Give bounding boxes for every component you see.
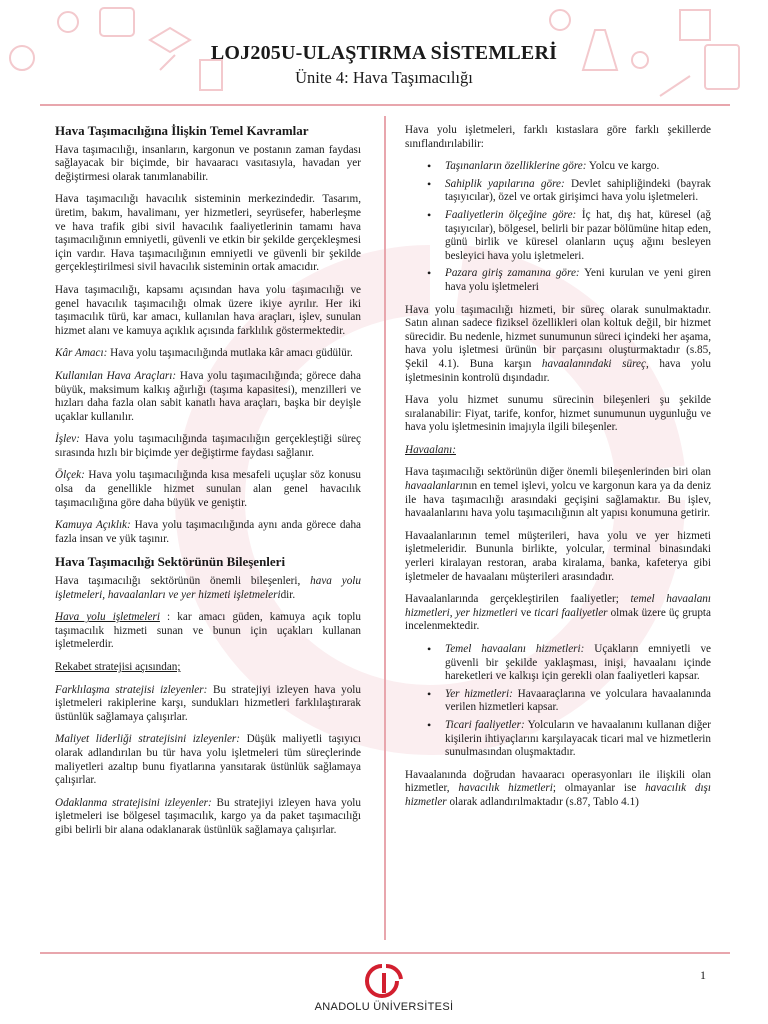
term: İşlev: <box>55 433 80 446</box>
right-column <box>405 124 711 819</box>
paragraph: Maliyet liderliği stratejisini izleyenler: Düşük maliyetli taşıyıcı olarak adlandırılan bu tür hava yolu işletmeleri tüm süreçlerinde maliyetleri azaltıp bunu fiyatlarına yansıtarak üstünlük sağlamaya çalışırlar. <box>55 733 361 787</box>
airport-activities-list <box>405 643 711 760</box>
list-item: • Ticari faaliyetler: Yolcuların ve havaalanını kullanan diğer kişilerin ihtiyaçlarını karşılayacak ticari mal ve hizmetlerin sunulmasından oluşmaktadır. <box>445 719 711 760</box>
top-rule <box>40 104 730 106</box>
list-item: • Pazara giriş zamanına göre: Yeni kurulan ve yeni giren hava yolu işletmeleri <box>445 267 711 294</box>
term: Odaklanma stratejisini izleyenler: <box>55 796 212 809</box>
column-separator <box>384 116 386 940</box>
section-heading: Hava Taşımacılığı Sektörünün Bileşenleri <box>55 554 286 570</box>
list-item: • Yer hizmetleri: Havaaraçlarına ve yolculara havaalanında verilen hizmetleri kapsar. <box>445 688 711 715</box>
term: Kamuya Açıklık: <box>55 519 131 532</box>
paragraph: Hava taşımacılığı havacılık sisteminin merkezindedir. Tasarım, üretim, bakım, havalimanı, yer hizmetleri, seyrüsefer, haberleşme ve hava trafik gibi sivil havacılık faaliyetlerinin tamamı hava taşımacılığının emniyetli, güvenli ve etkin bir şekilde gerçekleşmesi için vardır. Hava taşımacılığının emniyetli ve güvenli bir şekilde gerçekleştirilmesi sivil havacılık sisteminin ortak amacıdır. <box>55 193 361 274</box>
paragraph: Hava taşımacılığı, kapsamı açısından hava yolu taşımacılığı ve genel havacılık taşımacılığı olmak üzere ikiye ayrılır. Her iki taşımacılık türü, kar amacı, kullanılan hava araçları, işlev, sunulan hizmet alanı ve kamuya açıklık açısında farklılık göstermektedir. <box>55 283 361 337</box>
paragraph: Farklılaşma stratejisi izleyenler: Bu stratejiyi izleyen hava yolu işletmeleri rakiplerine karşı, sundukları hizmetleri farklılaştırarak üstünlük sağlamaya çalışırlar. <box>55 683 361 723</box>
page-header <box>0 42 768 88</box>
course-title: LOJ205U-ULAŞTIRMA SİSTEMLERİ <box>210 42 558 64</box>
paragraph: Hava yolu taşımacılığı hizmeti, bir süreç olarak sunulmaktadır. Satın alınan sadece fiziksel özellikleri olan koltuk değil, bir hizmet sürecidir. Bu nedenle, hizmet sunumunun süreci içindeki her aşama, hava yolu işletmesi ürünün bir parçasını oluşturmaktadır (s.85, Şekil 4.1). Buna karşın havaalanındaki süreç, hava yolu işletmesinin kontrolü dışındadır. <box>405 303 711 384</box>
paragraph: Hava yolu işletmeleri : kar amacı güden, kamuya açık toplu taşımacılık hizmeti sunan ve bunun için uçakları kullanan işletmelerdir. <box>55 611 361 651</box>
paragraph: Kâr Amacı: Hava yolu taşımacılığında mutlaka kâr amacı güdülür. <box>55 347 353 360</box>
paragraph: Kullanılan Hava Araçları: Hava yolu taşımacılığında; görece daha büyük, maksimum kalkış ağırlığı (taşıma kapasitesi), menzilleri ve hızları daha fazla olan sabit kanatlı hava araçları, başka bir deyişle uçaklar kullanılır. <box>55 369 361 423</box>
page-number: 1 <box>700 968 706 982</box>
paragraph: Kamuya Açıklık: Hava yolu taşımacılığında aynı anda görece daha fazla insan ve yük taşınır. <box>55 519 361 545</box>
paragraph: Ölçek: Hava yolu taşımacılığında kısa mesafeli uçuşlar söz konusu olsa da genellikle hizmet sunulan alan genel havacılık taşımacılığına göre daha büyük ve geniştir. <box>55 469 361 509</box>
paragraph: Hava taşımacılığı sektörünün önemli bileşenleri, hava yolu işletmeleri, havaalanları ve yer hizmeti işletmeleridir. <box>55 575 361 601</box>
paragraph: Havaalanlarında gerçekleştirilen faaliyetler; temel havaalanı hizmetleri, yer hizmetleri ve ticari faaliyetler olmak üzere üç grupta incelenmektedir. <box>405 593 712 633</box>
paragraph: Hava taşımacılığı, insanların, kargonun ve postanın zaman faydası sağlayacak bir biçimde, bir havaaracı vasıtasıyla, havadan yer değiştirmesi olarak tanımlanabilir. <box>55 143 361 183</box>
paragraph: Odaklanma stratejisini izleyenler: Bu stratejiyi izleyen hava yolu işletmeleri ise bölgesel taşımacılık, kargo ya da paket taşımacılığı gibi belirli bir alana odaklanarak üstünlük sağlamaya çalışırlar. <box>55 796 361 836</box>
university-logo <box>304 963 464 1019</box>
university-name: ANADOLU ÜNİVERSİTESİ <box>314 1001 454 1013</box>
clock-icon <box>100 8 134 36</box>
gear-icon <box>550 10 570 30</box>
term: Kullanılan Hava Araçları: <box>55 369 177 382</box>
paragraph: Havaalanlarının temel müşterileri, hava yolu ve yer hizmeti işletmeleridir. Bununla birlikte, yolcular, terminal binasındaki yerleri kiralayan restoran, araba kiralama, banka, kafeterya gibi işletmeler de havaalanı müşterileri arasındadır. <box>405 529 711 583</box>
list-item: • Taşınanların özelliklerine göre: Yolcu ve kargo. <box>445 160 711 174</box>
list-item: • Temel havaalanı hizmetleri: Uçakların emniyetli ve güvenli bir şekilde yaklaşması, inişi, havaalanı içinde hareketleri ve kalkışı için gerekli olan faaliyetleri kapsar. <box>445 643 711 684</box>
paragraph: Havaalanında doğrudan havaaracı operasyonları ile ilişkili olan hizmetler, havacılık hizmetleri; olmayanlar ise havacılık dışı hizmetler olarak adlandırılmaktadır (s.87, Tablo 4.1) <box>405 768 712 808</box>
term: Kâr Amacı: <box>55 347 108 360</box>
bottom-rule <box>40 952 730 954</box>
section-heading: Hava Taşımacılığına İlişkin Temel Kavramlar <box>55 123 309 138</box>
airline-classification-list <box>405 160 711 294</box>
term: Maliyet liderliği stratejisini izleyenler: <box>55 733 240 746</box>
paragraph: Hava taşımacılığı sektörünün diğer önemli bileşenlerinden biri olan havaalanlarının en temel işlevi, yolcu ve kargonun kara ya da deniz ile hava taşımacılığı arasındaki geçişini sağlamaktır. Bu işlev, havaalanlarını hava yolu taşımacılığının alt yapısı konumuna getirir. <box>405 466 711 520</box>
term: Hava yolu işletmeleri <box>55 611 160 624</box>
list-item: • Sahiplik yapılarına göre: Devlet sahipliğindeki (bayrak taşıyıcılar), özel ve ortak girişimci hava yolu işletmeleri. <box>445 178 711 205</box>
frame-icon <box>680 10 710 40</box>
term: Farklılaşma stratejisi izleyenler: <box>55 683 208 696</box>
left-column <box>55 124 361 847</box>
bulb-icon <box>58 12 78 32</box>
paragraph: İşlev: Hava yolu taşımacılığında taşımacılığın gerçekleştiği süreç sırasında hızlı bir biçimde yer değiştirme faydası sağlanır. <box>55 433 361 459</box>
list-item: • Faaliyetlerin ölçeğine göre: İç hat, dış hat, küresel (ağ taşıyıcılar), bölgesel, belirli bir pazar bölümüne hitap eden, günü birlik ve küresel olanların uçuş ağını besleyen besleyici hava yolu işletmeleri. <box>445 209 711 263</box>
term: Ölçek: <box>55 469 85 482</box>
subsection-heading: Havaalanı: <box>405 443 456 456</box>
paragraph: Hava yolu işletmeleri, farklı kıstaslara göre farklı şekillerde sınıflandırılabilir: <box>405 124 711 150</box>
anadolu-logo-icon <box>362 963 406 999</box>
paragraph: Rekabet stratejisi açısından; <box>55 661 181 673</box>
paragraph: Hava yolu hizmet sunumu sürecinin bileşenleri şu şekilde sıralanabilir: Fiyat, tarife, konfor, hizmet sunumunun uygunluğu ve hava yolu işletmesinin imajıyla ilgili bileşenler. <box>405 394 711 434</box>
unit-subtitle: Ünite 4: Hava Taşımacılığı <box>295 68 473 87</box>
